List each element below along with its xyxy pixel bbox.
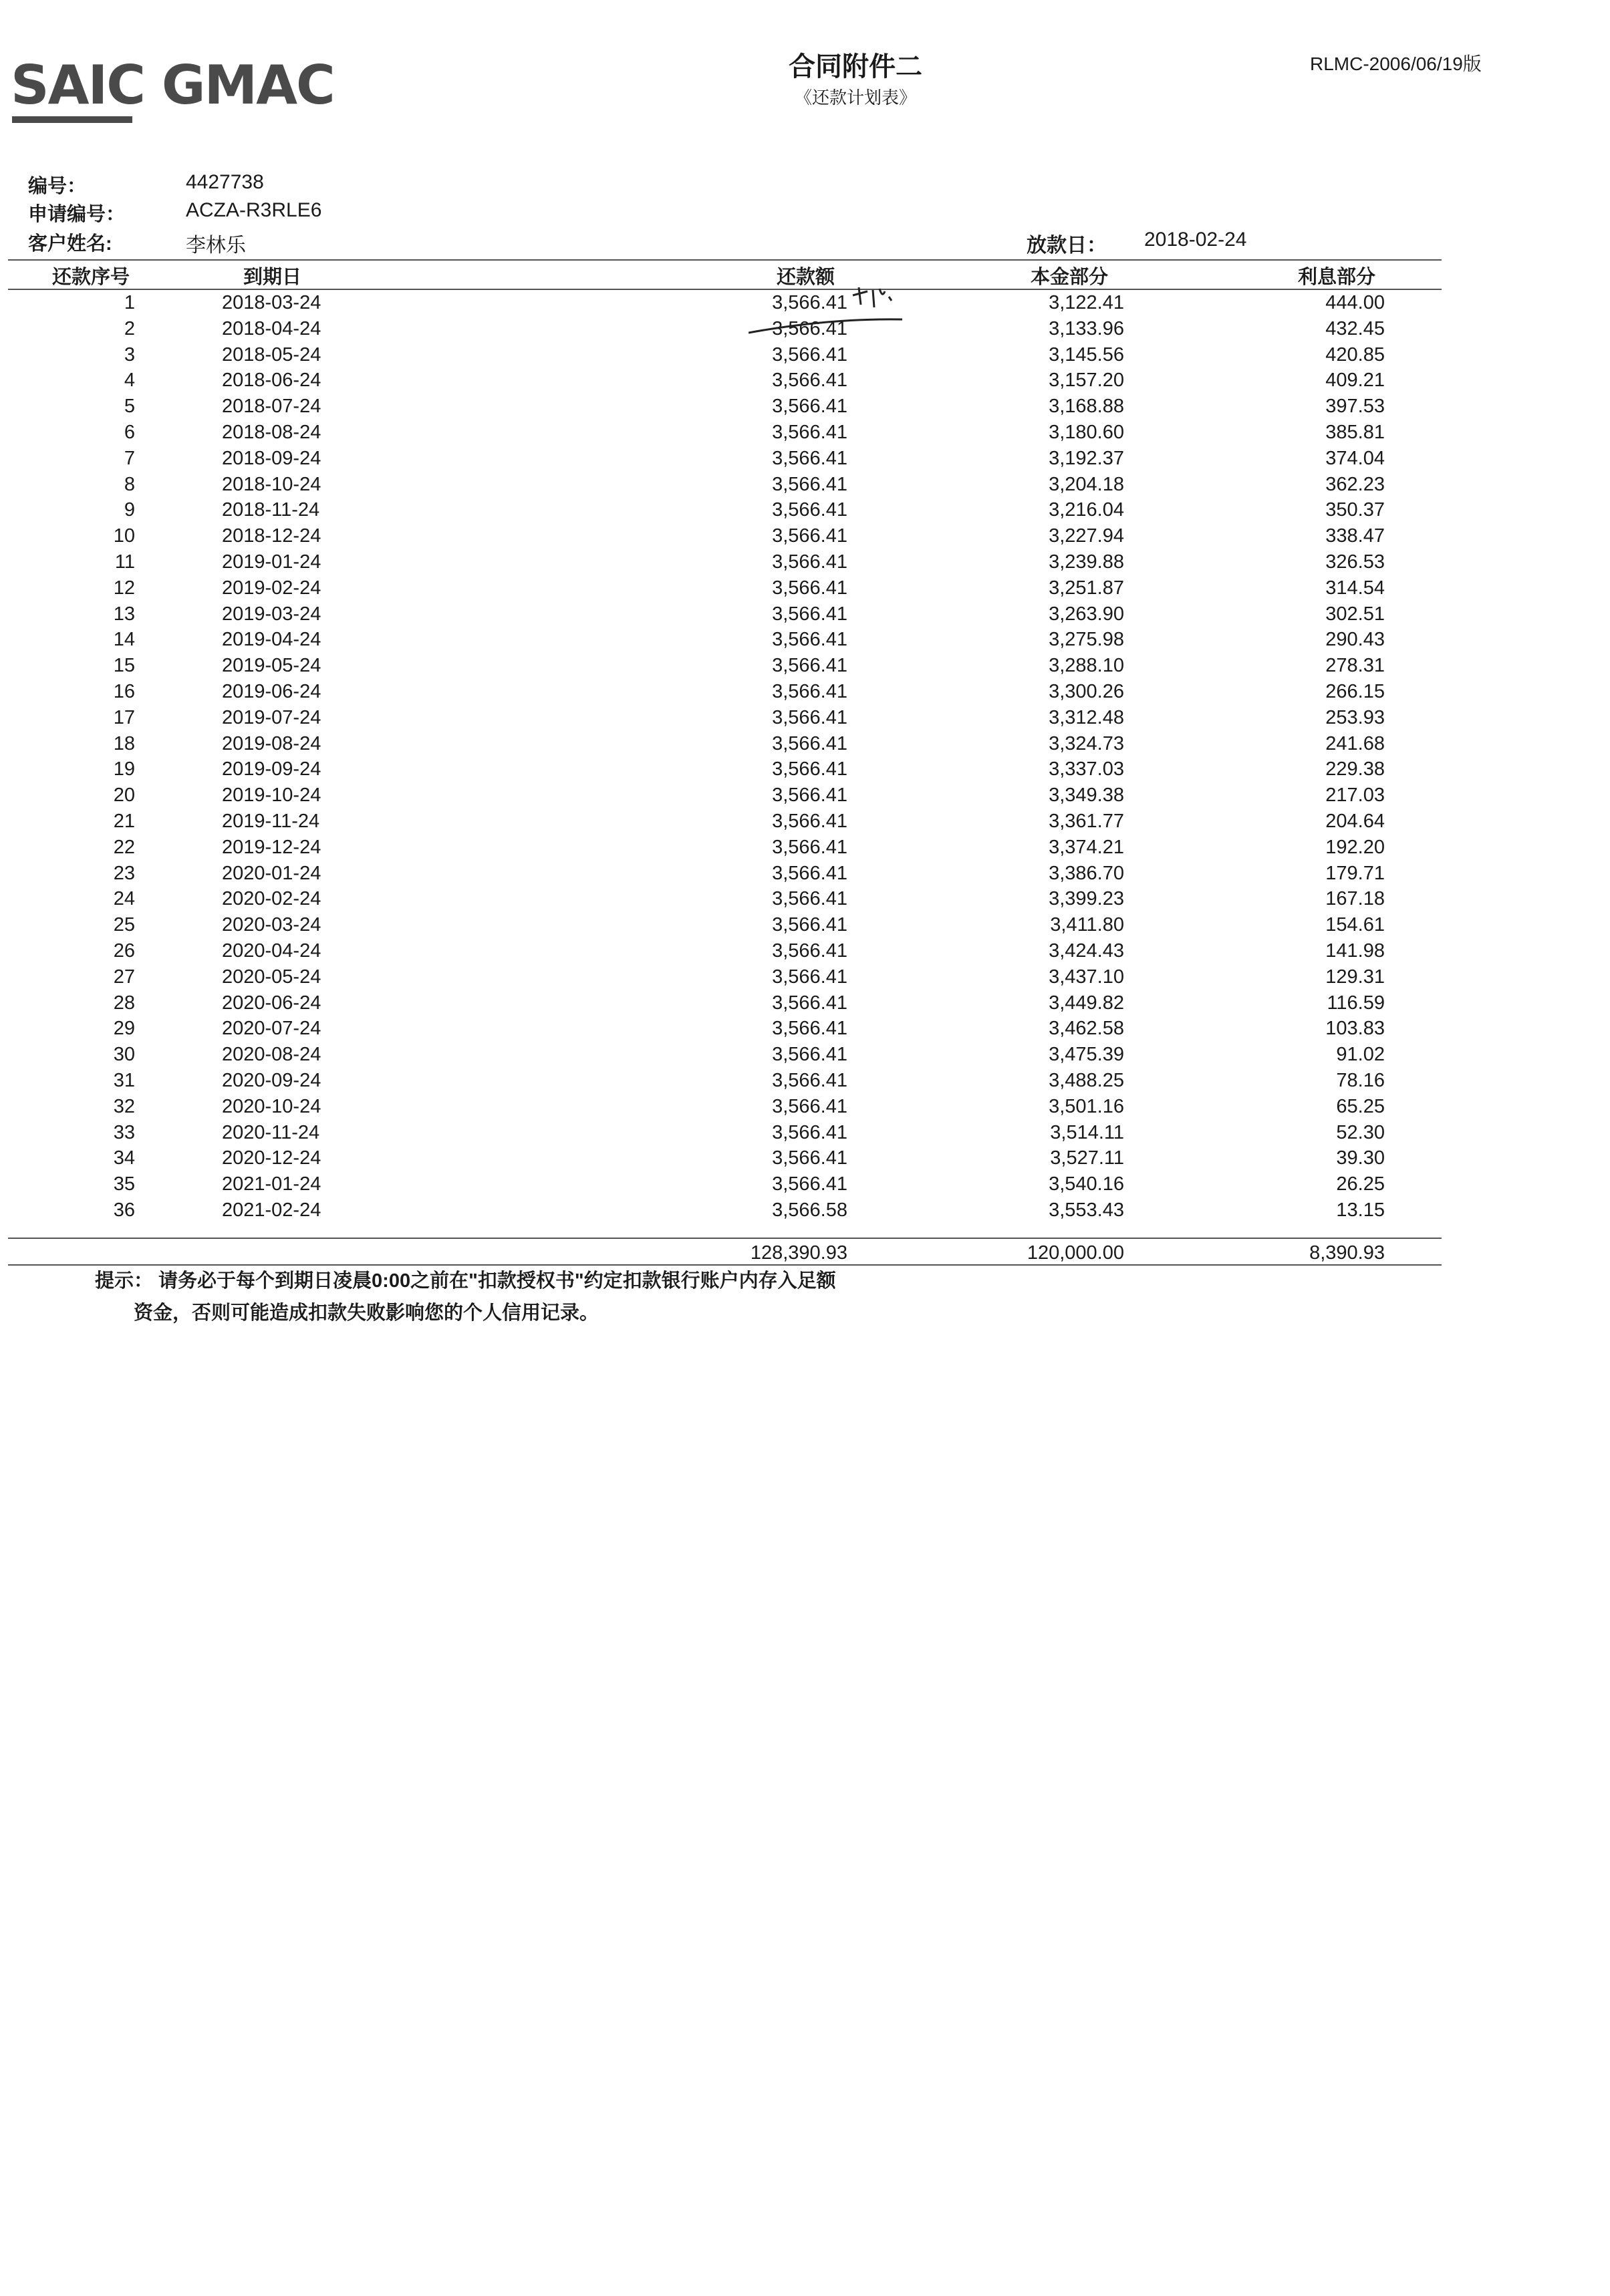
interest-part: 65.25 <box>1336 1095 1385 1117</box>
interest-part: 129.31 <box>1325 966 1385 988</box>
payment-amount: 3,566.41 <box>772 888 847 910</box>
payment-amount: 3,566.41 <box>772 317 847 339</box>
due-date: 2019-06-24 <box>222 681 321 702</box>
interest-part: 278.31 <box>1325 655 1385 677</box>
interest-part: 167.18 <box>1325 888 1385 910</box>
due-date: 2019-07-24 <box>222 706 321 728</box>
customer-name-value: 李林乐 <box>186 235 246 257</box>
installment-no: 15 <box>113 655 135 677</box>
table-row <box>8 782 1442 809</box>
installment-no: 17 <box>113 706 135 728</box>
due-date: 2020-09-24 <box>222 1070 321 1091</box>
payment-amount: 3,566.41 <box>772 655 847 677</box>
table-row <box>8 342 1442 368</box>
principal-part: 3,133.96 <box>1049 317 1124 339</box>
principal-part: 3,411.80 <box>1050 914 1124 936</box>
interest-part: 397.53 <box>1325 396 1385 418</box>
payment-amount: 3,566.41 <box>772 1070 847 1091</box>
payment-amount: 3,566.41 <box>772 370 847 392</box>
installment-no: 14 <box>113 629 135 651</box>
principal-part: 3,501.16 <box>1049 1095 1124 1117</box>
principal-part: 3,361.77 <box>1049 811 1124 832</box>
interest-part: 409.21 <box>1325 370 1385 392</box>
table-row <box>8 1068 1442 1094</box>
contract-no-value: 4427738 <box>186 171 264 193</box>
installment-no: 8 <box>124 473 135 495</box>
installment-no: 31 <box>113 1070 135 1091</box>
table-row <box>8 627 1442 653</box>
due-date: 2020-12-24 <box>222 1147 321 1169</box>
principal-part: 3,386.70 <box>1049 862 1124 884</box>
installment-no: 32 <box>113 1095 135 1117</box>
interest-part: 91.02 <box>1336 1044 1385 1066</box>
payment-amount: 3,566.58 <box>772 1199 847 1221</box>
principal-part: 3,145.56 <box>1049 343 1124 366</box>
principal-part: 3,540.16 <box>1049 1173 1124 1195</box>
principal-part: 3,424.43 <box>1049 940 1124 962</box>
principal-part: 3,122.41 <box>1049 292 1124 313</box>
table-row <box>8 1197 1442 1224</box>
payment-amount: 3,566.41 <box>772 447 847 469</box>
loan-date-value: 2018-02-24 <box>1144 229 1247 251</box>
installment-no: 28 <box>113 992 135 1014</box>
interest-part: 374.04 <box>1325 447 1385 469</box>
table-row <box>8 446 1442 472</box>
installment-no: 13 <box>113 603 135 625</box>
due-date: 2018-08-24 <box>222 422 321 443</box>
interest-part: 326.53 <box>1325 551 1385 573</box>
totals-top-rule <box>8 1238 1442 1239</box>
payment-amount: 3,566.41 <box>772 1173 847 1195</box>
principal-part: 3,437.10 <box>1049 966 1124 988</box>
table-row <box>8 912 1442 938</box>
table-row <box>8 472 1442 498</box>
installment-no: 2 <box>124 317 135 339</box>
principal-part: 3,449.82 <box>1049 992 1124 1014</box>
interest-part: 314.54 <box>1325 577 1385 599</box>
table-row <box>8 990 1442 1016</box>
due-date: 2020-04-24 <box>222 940 321 962</box>
due-date: 2020-05-24 <box>222 966 321 988</box>
table-row <box>8 705 1442 731</box>
due-date: 2020-01-24 <box>222 862 321 884</box>
principal-part: 3,216.04 <box>1049 499 1124 521</box>
table-row <box>8 835 1442 861</box>
table-row <box>8 575 1442 601</box>
installment-no: 18 <box>113 732 135 754</box>
installment-no: 11 <box>114 551 135 573</box>
due-date: 2019-08-24 <box>222 732 321 754</box>
header-principal: 本金部分 <box>1031 267 1109 288</box>
installment-no: 30 <box>113 1044 135 1066</box>
installment-no: 7 <box>124 447 135 469</box>
principal-part: 3,462.58 <box>1049 1018 1124 1040</box>
table-row <box>8 523 1442 549</box>
installment-no: 24 <box>113 888 135 910</box>
installment-no: 20 <box>113 784 135 807</box>
payment-amount: 3,566.41 <box>772 629 847 651</box>
interest-part: 266.15 <box>1325 681 1385 702</box>
interest-part: 39.30 <box>1336 1147 1385 1169</box>
installment-no: 10 <box>113 525 135 547</box>
interest-part: 179.71 <box>1325 862 1385 884</box>
payment-amount: 3,566.41 <box>772 811 847 832</box>
interest-part: 420.85 <box>1325 343 1385 366</box>
due-date: 2018-10-24 <box>222 473 321 495</box>
table-row <box>8 653 1442 679</box>
due-date: 2021-01-24 <box>222 1173 321 1195</box>
payment-amount: 3,566.41 <box>772 292 847 313</box>
interest-part: 253.93 <box>1325 706 1385 728</box>
due-date: 2019-12-24 <box>222 836 321 858</box>
table-row <box>8 394 1442 420</box>
principal-part: 3,475.39 <box>1049 1044 1124 1066</box>
due-date: 2019-05-24 <box>222 655 321 677</box>
principal-part: 3,227.94 <box>1049 525 1124 547</box>
document-subtitle: 《还款计划表》 <box>794 88 916 108</box>
header-installment-no: 还款序号 <box>52 267 130 288</box>
installment-no: 36 <box>113 1199 135 1221</box>
payment-amount: 3,566.41 <box>772 862 847 884</box>
installment-no: 19 <box>113 758 135 780</box>
payment-amount: 3,566.41 <box>772 551 847 573</box>
payment-amount: 3,566.41 <box>772 1121 847 1143</box>
principal-part: 3,168.88 <box>1049 396 1124 418</box>
payment-amount: 3,566.41 <box>772 758 847 780</box>
principal-part: 3,300.26 <box>1049 681 1124 702</box>
due-date: 2018-06-24 <box>222 370 321 392</box>
due-date: 2018-05-24 <box>222 343 321 366</box>
principal-part: 3,180.60 <box>1049 422 1124 443</box>
due-date: 2020-10-24 <box>222 1095 321 1117</box>
installment-no: 35 <box>113 1173 135 1195</box>
payment-amount: 3,566.41 <box>772 784 847 807</box>
interest-part: 350.37 <box>1325 499 1385 521</box>
due-date: 2018-04-24 <box>222 317 321 339</box>
installment-no: 16 <box>113 681 135 702</box>
installment-no: 3 <box>124 343 135 366</box>
table-row <box>8 290 1442 316</box>
table-row <box>8 1094 1442 1120</box>
installment-no: 27 <box>113 966 135 988</box>
payment-amount: 3,566.41 <box>772 473 847 495</box>
principal-part: 3,204.18 <box>1049 473 1124 495</box>
interest-part: 116.59 <box>1327 992 1385 1014</box>
payment-amount: 3,566.41 <box>772 1147 847 1169</box>
principal-part: 3,324.73 <box>1049 732 1124 754</box>
table-row <box>8 497 1442 523</box>
installment-no: 1 <box>124 292 135 313</box>
header-due-date: 到期日 <box>243 267 302 288</box>
document-title: 合同附件二 <box>789 52 922 82</box>
principal-part: 3,514.11 <box>1050 1121 1124 1143</box>
table-row <box>8 756 1442 782</box>
payment-amount: 3,566.41 <box>772 603 847 625</box>
application-no-label: 申请编号： <box>28 204 126 225</box>
interest-part: 52.30 <box>1336 1121 1385 1143</box>
due-date: 2018-09-24 <box>222 447 321 469</box>
saic-gmac-logo <box>11 54 334 126</box>
payment-amount: 3,566.41 <box>772 525 847 547</box>
due-date: 2020-08-24 <box>222 1044 321 1066</box>
interest-part: 338.47 <box>1325 525 1385 547</box>
principal-part: 3,263.90 <box>1049 603 1124 625</box>
due-date: 2021-02-24 <box>222 1199 321 1221</box>
logo-underline <box>12 116 132 123</box>
interest-part: 432.45 <box>1325 317 1385 339</box>
table-row <box>8 316 1442 342</box>
due-date: 2020-02-24 <box>222 888 321 910</box>
due-date: 2019-09-24 <box>222 758 321 780</box>
table-row <box>8 679 1442 705</box>
installment-no: 25 <box>113 914 135 936</box>
principal-part: 3,192.37 <box>1049 447 1124 469</box>
table-row <box>8 1016 1442 1042</box>
payment-amount: 3,566.41 <box>772 396 847 418</box>
principal-part: 3,239.88 <box>1049 551 1124 573</box>
interest-part: 290.43 <box>1325 629 1385 651</box>
payment-amount: 3,566.41 <box>772 1095 847 1117</box>
table-row <box>8 1171 1442 1197</box>
header-payment: 还款额 <box>777 267 835 288</box>
payment-amount: 3,566.41 <box>772 1018 847 1040</box>
installment-no: 4 <box>124 370 135 392</box>
table-row <box>8 368 1442 394</box>
interest-part: 204.64 <box>1325 811 1385 832</box>
due-date: 2018-03-24 <box>222 292 321 313</box>
total-payment: 128,390.93 <box>750 1242 847 1264</box>
interest-part: 241.68 <box>1325 732 1385 754</box>
customer-name-label: 客户姓名: <box>28 233 112 255</box>
table-row <box>8 861 1442 887</box>
payment-amount: 3,566.41 <box>772 914 847 936</box>
loan-date-label: 放款日： <box>1027 235 1107 257</box>
interest-part: 141.98 <box>1325 940 1385 962</box>
installment-no: 21 <box>113 811 135 832</box>
principal-part: 3,312.48 <box>1049 706 1124 728</box>
due-date: 2019-02-24 <box>222 577 321 599</box>
installment-no: 9 <box>124 499 135 521</box>
due-date: 2019-01-24 <box>222 551 321 573</box>
interest-part: 192.20 <box>1325 836 1385 858</box>
due-date: 2018-12-24 <box>222 525 321 547</box>
interest-part: 362.23 <box>1325 473 1385 495</box>
installment-no: 33 <box>113 1121 135 1143</box>
installment-no: 23 <box>113 862 135 884</box>
payment-amount: 3,566.41 <box>772 732 847 754</box>
interest-part: 103.83 <box>1325 1018 1385 1040</box>
interest-part: 385.81 <box>1325 422 1385 443</box>
version-code: RLMC-2006/06/19版 <box>1310 53 1482 74</box>
principal-part: 3,374.21 <box>1049 836 1124 858</box>
principal-part: 3,288.10 <box>1049 655 1124 677</box>
payment-amount: 3,566.41 <box>772 681 847 702</box>
table-row <box>8 1042 1442 1068</box>
table-row <box>8 731 1442 757</box>
due-date: 2020-03-24 <box>222 914 321 936</box>
installment-no: 34 <box>113 1147 135 1169</box>
totals-row <box>8 1240 1442 1267</box>
notice-line-2: 资金，否则可能造成扣款失败影响您的个人信用记录。 <box>134 1302 599 1324</box>
installment-no: 12 <box>113 577 135 599</box>
payment-amount: 3,566.41 <box>772 836 847 858</box>
table-row <box>8 1145 1442 1171</box>
table-row <box>8 420 1442 446</box>
application-no-value: ACZA-R3RLE6 <box>186 199 322 221</box>
total-principal: 120,000.00 <box>1027 1242 1124 1264</box>
payment-amount: 3,566.41 <box>772 422 847 443</box>
payment-amount: 3,566.41 <box>772 577 847 599</box>
interest-part: 26.25 <box>1336 1173 1385 1195</box>
due-date: 2019-03-24 <box>222 603 321 625</box>
installment-no: 6 <box>124 422 135 443</box>
installment-no: 29 <box>113 1018 135 1040</box>
interest-part: 217.03 <box>1325 784 1385 807</box>
principal-part: 3,349.38 <box>1049 784 1124 807</box>
payment-amount: 3,566.41 <box>772 992 847 1014</box>
logo-text: SAIC GMAC <box>11 54 334 116</box>
due-date: 2019-11-24 <box>222 811 320 832</box>
payment-amount: 3,566.41 <box>772 1044 847 1066</box>
handwritten-mark <box>749 278 929 345</box>
due-date: 2019-10-24 <box>222 784 321 807</box>
due-date: 2019-04-24 <box>222 629 321 651</box>
principal-part: 3,337.03 <box>1049 758 1124 780</box>
interest-part: 444.00 <box>1325 292 1385 313</box>
table-row <box>8 809 1442 835</box>
payment-amount: 3,566.41 <box>772 940 847 962</box>
contract-no-label: 编号： <box>28 176 87 197</box>
table-row <box>8 549 1442 575</box>
principal-part: 3,399.23 <box>1049 888 1124 910</box>
due-date: 2020-06-24 <box>222 992 321 1014</box>
principal-part: 3,157.20 <box>1049 370 1124 392</box>
due-date: 2020-11-24 <box>222 1121 320 1143</box>
payment-amount: 3,566.41 <box>772 966 847 988</box>
payment-amount: 3,566.41 <box>772 343 847 366</box>
interest-part: 13.15 <box>1336 1199 1385 1221</box>
table-row <box>8 886 1442 912</box>
due-date: 2018-11-24 <box>222 499 320 521</box>
payment-amount: 3,566.41 <box>772 499 847 521</box>
principal-part: 3,527.11 <box>1050 1147 1124 1169</box>
installment-no: 26 <box>113 940 135 962</box>
header-interest: 利息部分 <box>1298 267 1376 288</box>
principal-part: 3,553.43 <box>1049 1199 1124 1221</box>
installment-no: 22 <box>113 836 135 858</box>
table-row <box>8 964 1442 990</box>
due-date: 2018-07-24 <box>222 396 321 418</box>
principal-part: 3,251.87 <box>1049 577 1124 599</box>
interest-part: 78.16 <box>1336 1070 1385 1091</box>
payment-amount: 3,566.41 <box>772 706 847 728</box>
table-row <box>8 601 1442 627</box>
table-row <box>8 1120 1442 1146</box>
principal-part: 3,275.98 <box>1049 629 1124 651</box>
notice-line-1: 提示： 请务必于每个到期日凌晨0:00之前在"扣款授权书"约定扣款银行账户内存入足额 <box>95 1270 836 1292</box>
interest-part: 229.38 <box>1325 758 1385 780</box>
interest-part: 302.51 <box>1325 603 1385 625</box>
interest-part: 154.61 <box>1325 914 1385 936</box>
installment-no: 5 <box>124 396 135 418</box>
due-date: 2020-07-24 <box>222 1018 321 1040</box>
principal-part: 3,488.25 <box>1049 1070 1124 1091</box>
table-row <box>8 938 1442 964</box>
table-top-rule <box>8 259 1442 261</box>
total-interest: 8,390.93 <box>1309 1242 1385 1264</box>
